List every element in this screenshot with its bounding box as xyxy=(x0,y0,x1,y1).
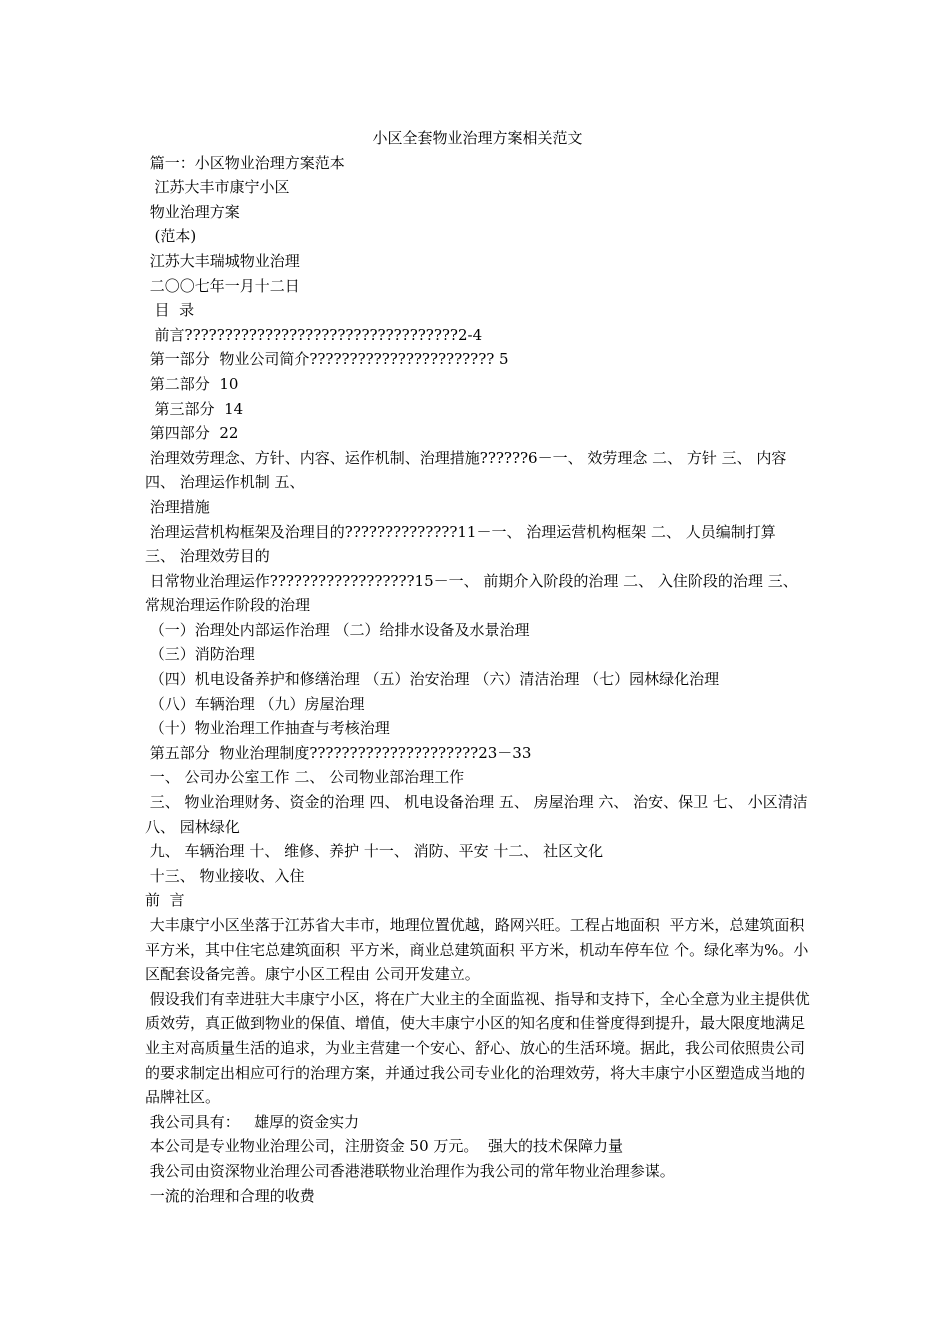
text-line: 第五部分 物业治理制度?????????????????????23－33 xyxy=(145,743,532,762)
text-line: 三、 物业治理财务、资金的治理 四、 机电设备治理 五、 房屋治理 六、 治安、保卫 七、 小区清洁 八、 园林绿化 xyxy=(145,793,813,836)
text-line: （三）消防治理 xyxy=(145,645,255,664)
text-line: 一流的治理和合理的收费 xyxy=(145,1186,315,1205)
text-line: 目 录 xyxy=(145,301,195,320)
text-line: 第一部分 物业公司简介??????????????????????? 5 xyxy=(145,350,509,369)
text-line: 二〇〇七年一月十二日 xyxy=(145,276,300,295)
text-line: （四）机电设备养护和修缮治理 （五）治安治理 （六）清洁治理 （七）园林绿化治理 xyxy=(145,670,720,689)
text-line: 日常物业治理运作??????????????????15－一、 前期介入阶段的治理 二、 入住阶段的治理 三、 常规治理运作阶段的治理 xyxy=(145,571,803,615)
text-line: （十）物业治理工作抽查与考核治理 xyxy=(145,719,390,738)
document-title: 小区全套物业治理方案相关范文 xyxy=(372,129,583,147)
text-line: 第三部分 14 xyxy=(145,399,244,418)
text-line: （八）车辆治理 （九）房屋治理 xyxy=(145,694,365,713)
text-line: 我公司具有： 雄厚的资金实力 xyxy=(145,1112,360,1131)
text-line: 治理运营机构框架及治理目的??????????????11－一、 治理运营机构框架 二、 人员编制打算 三、 治理效劳目的 xyxy=(145,522,781,566)
text-line: 江苏大丰瑞城物业治理 xyxy=(145,251,300,270)
text-line: 第二部分 10 xyxy=(145,374,239,393)
text-line: 十三、 物业接收、入住 xyxy=(145,866,305,885)
text-line: 江苏大丰市康宁小区 xyxy=(145,178,290,197)
text-line: 前言??????????????????????????????????2-4 xyxy=(145,325,483,344)
text-line: 本公司是专业物业治理公司，注册资金 50 万元。 强大的技术保障力量 xyxy=(145,1137,623,1156)
document-body xyxy=(145,151,813,1209)
text-line: 假设我们有幸进驻大丰康宁小区，将在广大业主的全面监视、指导和支持下，全心全意为业主提供优质效劳，真正做到物业的保值、增值，使大丰康宁小区的知名度和佳誉度得到提升，最大限度地满足业主对高质量生活的追求，为业主营建一个安心、舒心、放心的生活环境。据此，我公司依照贵公司的要求制定出相应可行的治理方案，并通过我公司专业化的治理效劳，将大丰康宁小区塑造成当地的品牌社区。 xyxy=(145,989,810,1107)
text-line: 治理措施 xyxy=(145,497,210,516)
text-line: 篇一：小区物业治理方案范本 xyxy=(145,153,345,172)
document-page xyxy=(145,126,813,1208)
text-line: 治理效劳理念、方针、内容、运作机制、治理措施??????6－一、 效劳理念 二、 方针 三、 内容 四、 治理运作机制 五、 xyxy=(145,448,792,492)
text-line: 物业治理方案 xyxy=(145,202,240,221)
text-line: （一）治理处内部运作治理 （二）给排水设备及水景治理 xyxy=(145,620,530,639)
text-line: 我公司由资深物业治理公司香港港联物业治理作为我公司的常年物业治理参谋。 xyxy=(145,1161,675,1180)
text-line: 大丰康宁小区坐落于江苏省大丰市，地理位置优越，路网兴旺。工程占地面积 平方米，总建筑面积平方米，其中住宅总建筑面积 平方米，商业总建筑面积 平方米，机动车停车位 个。绿化率为%。小区配套设备完善。康宁小区工程由 公司开发建立。 xyxy=(145,916,809,984)
text-line: (范本) xyxy=(145,227,197,246)
text-line: 一、 公司办公室工作 二、 公司物业部治理工作 xyxy=(145,768,465,787)
text-line: 第四部分 22 xyxy=(145,424,239,443)
text-line: 前 言 xyxy=(145,891,185,910)
text-line: 九、 车辆治理 十、 维修、养护 十一、 消防、平安 十二、 社区文化 xyxy=(145,842,604,861)
